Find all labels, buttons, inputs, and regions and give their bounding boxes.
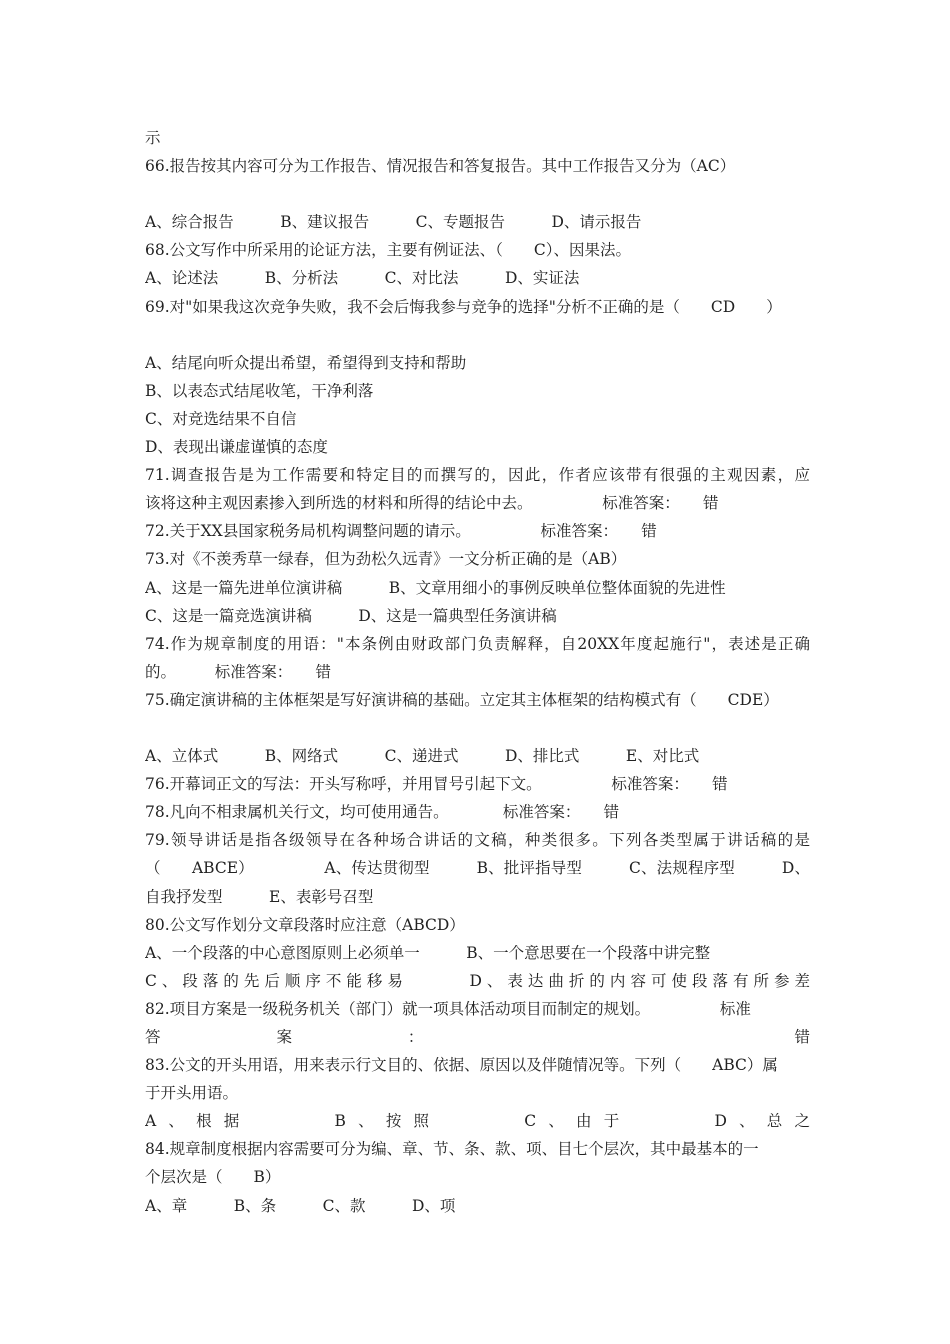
text-line: 79.领导讲话是指各级领导在各种场合讲话的文稿，种类很多。下列各类型属于讲话稿的是 [145,831,810,850]
blank-line [145,321,810,349]
text-line: 71.调查报告是为工作需要和特定目的而撰写的，因此，作者应该带有很强的主观因素，应 [145,466,810,485]
text-line: 个层次是（ B） [145,1168,281,1187]
blank-line [145,180,810,208]
text-line: A、这是一篇先进单位演讲稿 B、文章用细小的事例反映单位整体面貌的先进性 [145,578,726,597]
text-line: 66.报告按其内容可分为工作报告、情况报告和答复报告。其中工作报告又分为（AC） [145,157,736,176]
text-line: C、这是一篇竞选演讲稿 D、这是一篇典型任务演讲稿 [145,606,557,625]
text-line: A、结尾向听众提出希望，希望得到支持和帮助 [145,353,467,372]
text-line: C、段落的先后顺序不能移易 D、表达曲折的内容可使段落有所参差 [145,971,810,990]
text-line: 76.开幕词正文的写法：开头写称呼，并用冒号引起下文。 标准答案： 错 [145,775,728,794]
document-body [145,124,810,1220]
text-line: C、对竞选结果不自信 [145,409,297,428]
text-line: 83.公文的开头用语，用来表示行文目的、依据、原因以及伴随情况等。下列（ ABC）属 [145,1056,778,1075]
text-line: 84.规章制度根据内容需要可分为编、章、节、条、款、项、目七个层次，其中最基本的一 [145,1140,759,1159]
text-line: 80.公文写作划分文章段落时应注意（ABCD） [145,915,465,934]
text-line: A、一个段落的中心意图原则上必须单一 B、一个意思要在一个段落中讲完整 [145,943,711,962]
blank-line [145,714,810,742]
text-line: 72.关于XX县国家税务局机构调整问题的请示。 标准答案： 错 [145,522,657,541]
text-line: 82.项目方案是一级税务机关（部门）就一项具体活动项目而制定的规划。 标准 [145,999,751,1018]
text-line: 73.对《不羡秀草一绿春，但为劲松久远青》一文分析正确的是（AB） [145,550,627,569]
text-line: 78.凡向不相隶属机关行文，均可使用通告。 标准答案： 错 [145,803,620,822]
text-line: 的。 标准答案： 错 [145,662,332,681]
text-line: A、论述法 B、分析法 C、对比法 D、实证法 [145,269,580,288]
text-line: （ ABCE） A、传达贯彻型 B、批评指导型 C、法规程序型 D、 [145,859,810,878]
text-line: A、立体式 B、网络式 C、递进式 D、排比式 E、对比式 [145,747,700,766]
text-line: 该将这种主观因素掺入到所选的材料和所得的结论中去。 标准答案： 错 [145,494,719,513]
text-line: A、章 B、条 C、款 D、项 [145,1196,456,1215]
text-line: 74.作为规章制度的用语："本条例由财政部门负责解释，自20XX年度起施行"，表述是正确 [145,634,810,653]
text-line: D、表现出谦虚谨慎的态度 [145,438,328,457]
text-line: A、根据 B、按照 C、由于 D、总之 [145,1112,810,1131]
text-line: 自我抒发型 E、表彰号召型 [145,887,374,906]
text-line: B、以表态式结尾收笔，干净利落 [145,381,374,400]
text-line: 于开头用语。 [145,1084,239,1103]
text-line: 75.确定演讲稿的主体框架是写好演讲稿的基础。立定其主体框架的结构模式有（ CDE） [145,690,779,709]
text-line: 69.对"如果我这次竞争失败，我不会后悔我参与竞争的选择"分析不正确的是（ CD ） [145,297,782,316]
text-line: 68.公文写作中所采用的论证方法，主要有例证法、（ C）、因果法。 [145,241,632,260]
text-line: 示 [145,129,161,147]
text-line: A、综合报告 B、建议报告 C、专题报告 D、请示报告 [145,213,642,232]
text-line: 答案： 错 [145,1028,810,1046]
